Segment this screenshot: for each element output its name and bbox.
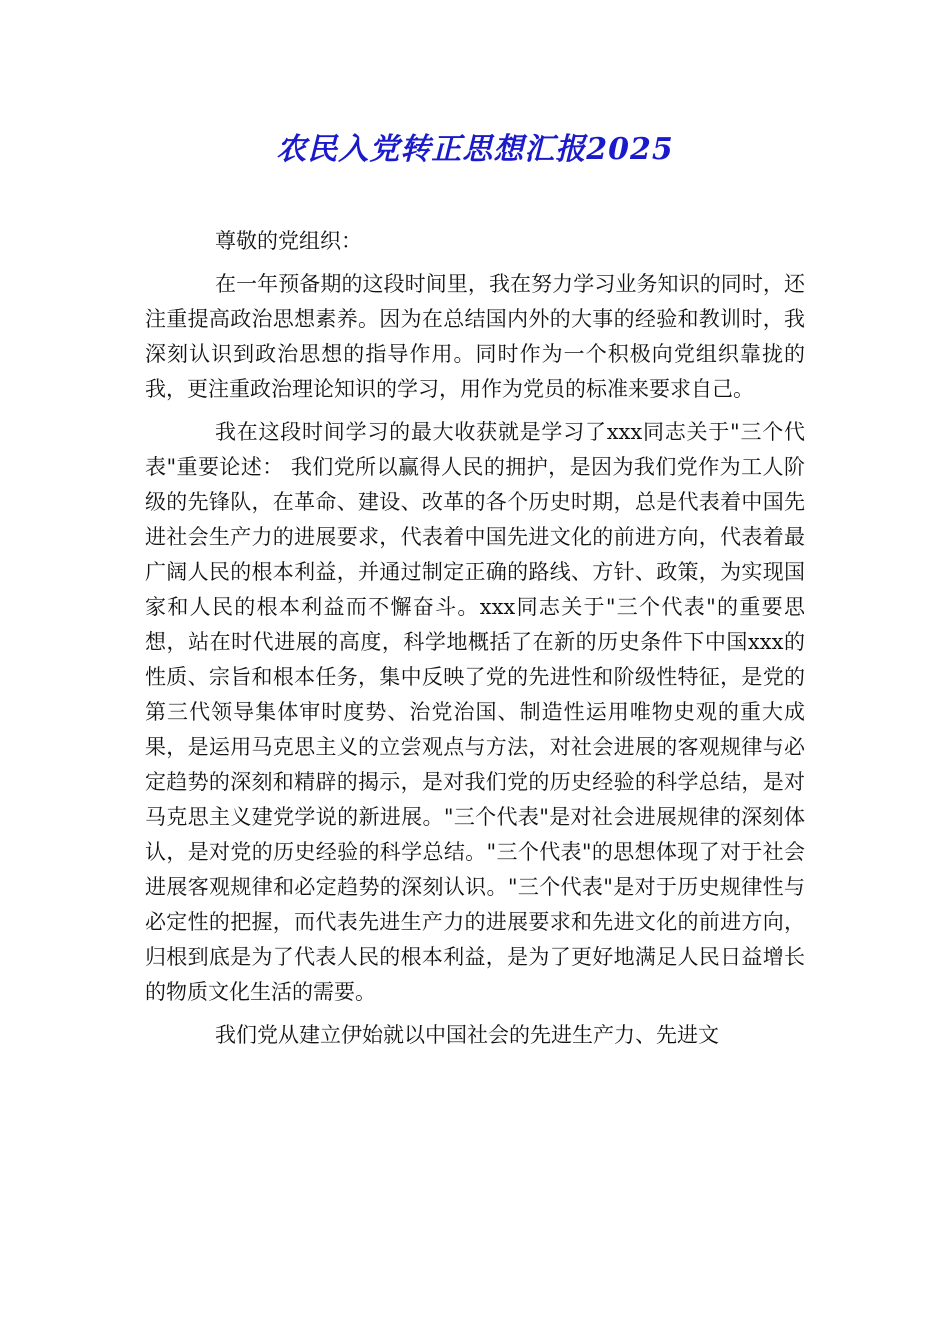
paragraph-3: 我们党从建立伊始就以中国社会的先进生产力、先进文 [215,1023,719,1047]
paragraph-1: 在一年预备期的这段时间里，我在努力学习业务知识的同时，还注重提高政治思想素养。因为在总结国内外的大事的经验和教训时，我深刻认识到政治思想的指导作用。同时作为一个积极向党组织靠拢的我，更注重政治理论知识的学习，用作为党员的标准来要求自己。 [145,272,805,401]
document-body [145,224,805,1061]
salutation: 尊敬的党组织： [215,229,362,253]
document-title: 农民入党转正思想汇报2025 [276,132,674,167]
paragraph-2: 我在这段时间学习的最大收获就是学习了xxx同志关于"三个代表"重要论述： 我们党所以赢得人民的拥护，是因为我们党作为工人阶级的先锋队，在革命、建设、改革的各个历史时期，总是代表着中国先进社会生产力的进展要求，代表着中国先进文化的前进方向，代表着最广阔人民的根本利益，并通过制定正确的路线、方针、政策，为实现国家和人民的根本利益而不懈奋斗。xxx同志关于"三个代表"的重要思想，站在时代进展的高度，科学地概括了在新的历史条件下中国xxx的性质、宗旨和根本任务，集中反映了党的先进性和阶级性特征，是党的第三代领导集体审时度势、治党治国、制造性运用唯物史观的重大成果，是运用马克思主义的立尝观点与方法，对社会进展的客观规律与必定趋势的深刻和精辟的揭示，是对我们党的历史经验的科学总结，是对马克思主义建党学说的新进展。"三个代表"是对社会进展规律的深刻体认，是对党的历史经验的科学总结。"三个代表"的思想体现了对于社会进展客观规律和必定趋势的深刻认识。"三个代表"是对于历史规律性与必定性的把握，而代表先进生产力的进展要求和先进文化的前进方向，归根到底是为了代表人民的根本利益，是为了更好地满足人民日益增长的物质文化生活的需要。 [145,420,805,1004]
